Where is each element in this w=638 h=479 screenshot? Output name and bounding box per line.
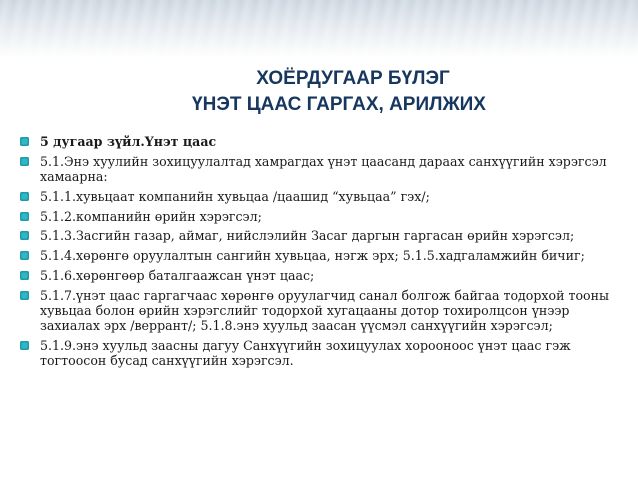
list-item [20, 189, 610, 204]
list-item [20, 154, 610, 184]
bullet-icon [20, 192, 29, 201]
list-item-text: 5.1.7.үнэт цаас гаргагчаас хөрөнгө оруулагчид санал болгож байгаа тодорхой тооны хувьцаа болон өрийн хэрэгслийг тодорхой хугацааны дотор тохиролцсон үнээр захиалах эрх /веррант/; 5.1.8.энэ хуульд заасан үүсмэл санхүүгийн хэрэгсэл; [40, 287, 610, 334]
list-item-text: 5.1.2.компанийн өрийн хэрэгсэл; [40, 208, 262, 224]
list-item-text: 5.1.3.Засгийн газар, аймаг, нийслэлийн Засаг даргын гаргасан өрийн хэрэгсэл; [40, 228, 575, 244]
bullet-icon [20, 231, 29, 240]
title-line-1: ХОЁРДУГААР БҮЛЭГ [256, 68, 450, 89]
list-item [20, 288, 610, 334]
list-item [20, 268, 610, 283]
list-item [20, 338, 610, 368]
bullet-icon [20, 137, 29, 146]
list-item-text: 5 дугаар зүйл.Үнэт цаас [40, 134, 217, 149]
bullet-icon [20, 212, 29, 221]
list-item-text: 5.1.6.хөрөнгөөр баталгаажсан үнэт цаас; [40, 267, 315, 283]
list-item-text: 5.1.Энэ хуулийн зохицуулалтад хамрагдах үнэт цаасанд дараах санхүүгийн хэрэгсэл хамаарна: [40, 153, 607, 184]
bullet-icon [20, 271, 29, 280]
bullet-icon [20, 157, 29, 166]
slide-title [0, 66, 638, 118]
title-line-2: ҮНЭТ ЦААС ГАРГАХ, АРИЛЖИХ [192, 94, 486, 115]
list-item [20, 134, 610, 149]
list-item [20, 228, 610, 243]
bullet-icon [20, 291, 29, 300]
list-item-text: 5.1.9.энэ хуульд заасны дагуу Санхүүгийн зохицуулах хорооноос үнэт цаас гэж тогтоосон бусад санхүүгийн хэрэгсэл. [40, 337, 571, 369]
list-item [20, 209, 610, 224]
list-item-text: 5.1.4.хөрөнгө оруулалтын сангийн хувьцаа, нэгж эрх; 5.1.5.хадгаламжийн бичиг; [40, 248, 585, 264]
bullet-icon [20, 251, 29, 260]
bullet-icon [20, 341, 29, 350]
list-item-text: 5.1.1.хувьцаат компанийн хувьцаа /цаашид “хувьцаа” гэх/; [40, 188, 430, 204]
bullet-list [20, 134, 610, 373]
header-decoration [0, 0, 638, 58]
list-item [20, 248, 610, 263]
